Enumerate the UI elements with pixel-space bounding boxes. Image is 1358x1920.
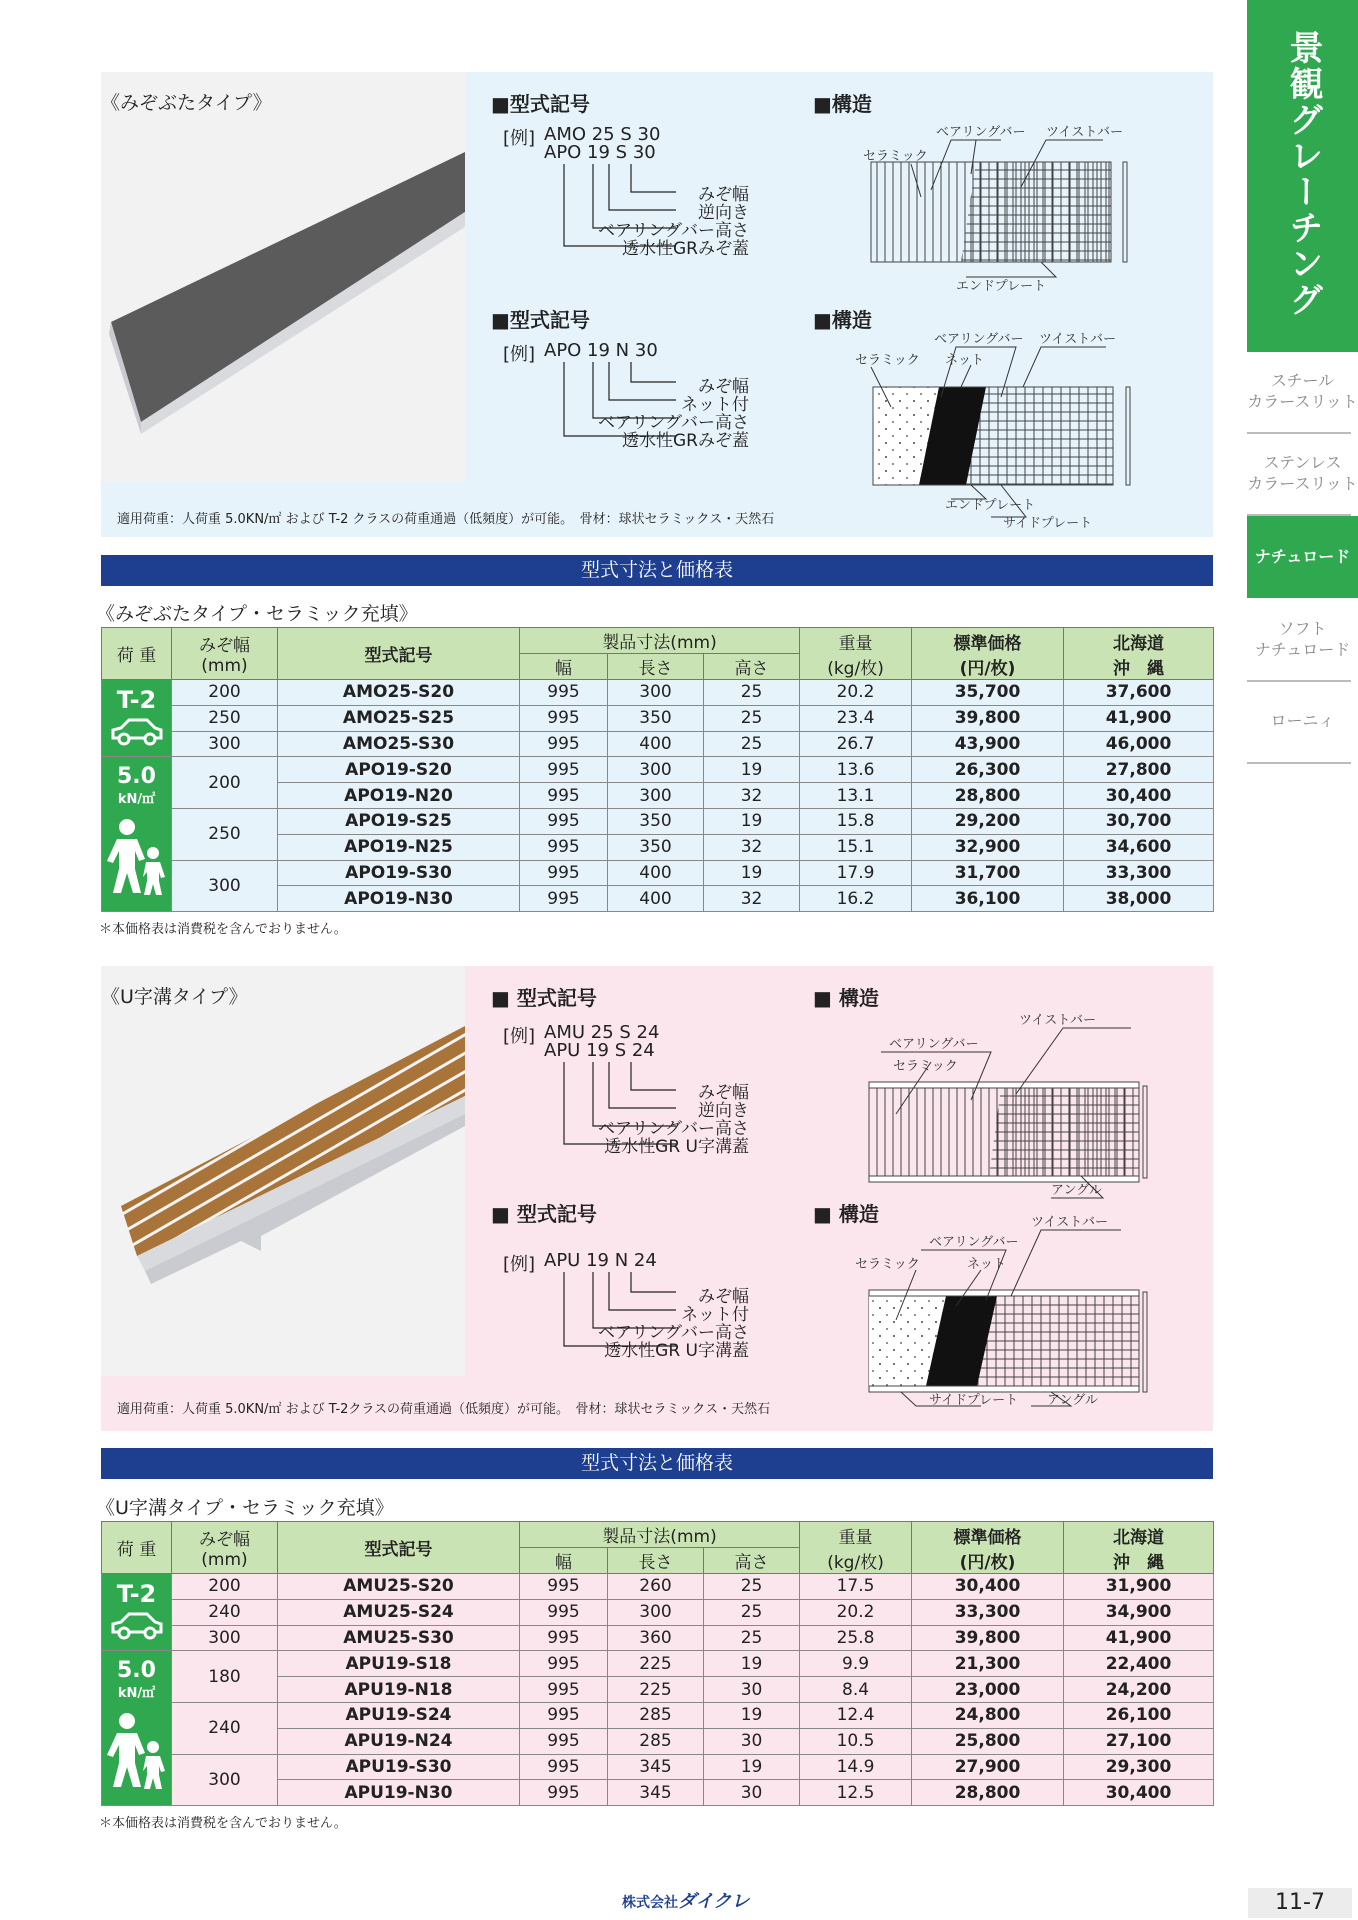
table1-title: 《みぞぶたタイプ・セラミック充填》	[96, 603, 418, 625]
cell-hokkaido-price: 30,700	[1064, 808, 1214, 834]
label-twist-bar: ツイストバー	[1046, 125, 1123, 140]
cell-mizo: 200	[172, 680, 278, 706]
sidebar-divider	[1247, 762, 1351, 764]
cell-weight: 13.1	[800, 783, 912, 809]
cell-w: 995	[520, 1599, 608, 1625]
structure-diagram-1	[841, 112, 1161, 292]
cell-l: 300	[608, 680, 704, 706]
cell-mizo: 300	[172, 731, 278, 757]
cell-h: 25	[704, 1599, 800, 1625]
code-meaning: ベアリングバー高さ	[598, 413, 749, 433]
cell-weight: 10.5	[800, 1728, 912, 1754]
cell-h: 30	[704, 1780, 800, 1806]
sidebar-item-ronii[interactable]	[1247, 710, 1358, 731]
sidebar-item-label: ソフト	[1278, 619, 1327, 638]
example-code: AMU 25 S 24	[544, 1022, 660, 1043]
cell-w: 995	[520, 1754, 608, 1780]
code-meaning: ベアリングバー高さ	[598, 1323, 749, 1343]
cell-price: 29,200	[912, 808, 1064, 834]
code-meaning: ネット付	[681, 1305, 749, 1325]
code-meaning: ネット付	[681, 395, 749, 415]
cell-h: 19	[704, 860, 800, 886]
cell-l: 285	[608, 1702, 704, 1728]
load-value: 5.0	[117, 764, 156, 790]
cell-hokkaido-price: 37,600	[1064, 680, 1214, 706]
page-number: 11-7	[1248, 1888, 1352, 1918]
structure-heading: ■構造	[813, 308, 872, 332]
sidebar-item-naturoad[interactable]	[1247, 516, 1358, 598]
model-code-heading: ■ 型式記号	[491, 1202, 597, 1226]
pedestrian-icon	[107, 1711, 167, 1791]
cell-l: 350	[608, 808, 704, 834]
cell-mizo: 180	[172, 1651, 278, 1703]
cell-w: 995	[520, 808, 608, 834]
sidebar-item-steel[interactable]	[1247, 370, 1358, 412]
label-angle: アングル	[1047, 1393, 1098, 1408]
cell-weight: 17.5	[800, 1574, 912, 1600]
cell-h: 32	[704, 834, 800, 860]
label-twist-bar: ツイストバー	[1019, 1013, 1096, 1028]
cell-h: 30	[704, 1677, 800, 1703]
table-row	[102, 1702, 1214, 1728]
cell-l: 300	[608, 757, 704, 783]
cell-model: APO19-S25	[278, 808, 520, 834]
label-bearing-bar: ベアリングバー	[929, 1235, 1019, 1250]
table-row	[102, 705, 1214, 731]
code-meaning: 逆向き	[698, 203, 749, 223]
cell-price: 27,900	[912, 1754, 1064, 1780]
cell-model: AMO25-S25	[278, 705, 520, 731]
label-end-plate: エンドプレート	[945, 498, 1036, 513]
cell-mizo: 300	[172, 860, 278, 912]
cell-h: 32	[704, 783, 800, 809]
cell-mizo: 200	[172, 1574, 278, 1600]
table-row	[102, 1651, 1214, 1677]
mizobuta-panel	[101, 72, 1213, 537]
cell-l: 300	[608, 1599, 704, 1625]
cell-l: 300	[608, 783, 704, 809]
cell-w: 995	[520, 680, 608, 706]
company-logo	[622, 1887, 749, 1913]
table-row	[102, 808, 1214, 834]
code-meaning: みぞ幅	[698, 1287, 749, 1307]
cell-l: 225	[608, 1651, 704, 1677]
example-prefix: [例]	[503, 1254, 536, 1275]
cell-hokkaido-price: 30,400	[1064, 1780, 1214, 1806]
cell-mizo: 240	[172, 1702, 278, 1754]
sidebar-item-label: ナチュロード	[1254, 547, 1351, 566]
cell-l: 345	[608, 1754, 704, 1780]
cell-hokkaido-price: 26,100	[1064, 1702, 1214, 1728]
header-price: 標準価格 (円/枚)	[912, 628, 1064, 680]
table-row	[102, 680, 1214, 706]
header-width: みぞ幅 (mm)	[172, 1522, 278, 1574]
cell-w: 995	[520, 1780, 608, 1806]
header-dims: 製品寸法(mm)	[520, 1522, 800, 1548]
mizobuta-note: 適用荷重：人荷重 5.0KN/㎡ および T-2 クラスの荷重通過（低頻度）が可能。 骨材：球状セラミックス・天然石	[117, 512, 775, 527]
code-meaning: 透水性GR U字溝蓋	[604, 1137, 749, 1157]
example-code: APO 19 N 30	[544, 340, 658, 361]
cell-weight: 12.5	[800, 1780, 912, 1806]
cell-weight: 20.2	[800, 1599, 912, 1625]
sidebar-divider	[1247, 432, 1351, 434]
cell-price: 21,300	[912, 1651, 1064, 1677]
cell-hokkaido-price: 30,400	[1064, 783, 1214, 809]
label-ceramic: セラミック	[893, 1059, 958, 1074]
example-code: APO 19 S 30	[544, 142, 656, 163]
pedestrian-icon	[107, 817, 167, 897]
cell-hokkaido-price: 27,800	[1064, 757, 1214, 783]
mizobuta-product-photo	[101, 72, 465, 482]
cell-model: APO19-N25	[278, 834, 520, 860]
cell-model: AMU25-S20	[278, 1574, 520, 1600]
cell-price: 43,900	[912, 731, 1064, 757]
table-row	[102, 757, 1214, 783]
cell-hokkaido-price: 46,000	[1064, 731, 1214, 757]
mizobuta-section-label: 《みぞぶたタイプ》	[101, 92, 272, 114]
label-angle: アングル	[1051, 1183, 1102, 1198]
example-code: APU 19 N 24	[544, 1250, 657, 1271]
cell-model: APU19-S30	[278, 1754, 520, 1780]
cell-price: 30,400	[912, 1574, 1064, 1600]
cell-model: APU19-N30	[278, 1780, 520, 1806]
umizo-panel	[101, 966, 1213, 1431]
cell-price: 31,700	[912, 860, 1064, 886]
cell-price: 28,800	[912, 1780, 1064, 1806]
company-prefix: 株式会社	[622, 1895, 678, 1911]
header-width: みぞ幅 (mm)	[172, 628, 278, 680]
header-load: 荷 重	[102, 628, 172, 680]
cell-price: 24,800	[912, 1702, 1064, 1728]
structure-diagram-3	[841, 1002, 1161, 1202]
model-code-heading: ■型式記号	[491, 308, 590, 332]
sidebar-title: 景観グレーチング	[1283, 30, 1323, 318]
label-bearing-bar: ベアリングバー	[936, 125, 1026, 140]
cell-model: APU19-N24	[278, 1728, 520, 1754]
cell-model: APU19-S18	[278, 1651, 520, 1677]
header-h: 高さ	[704, 1548, 800, 1574]
table2-title: 《U字溝タイプ・セラミック充填》	[96, 1497, 394, 1519]
cell-weight: 12.4	[800, 1702, 912, 1728]
cell-weight: 13.6	[800, 757, 912, 783]
cell-l: 360	[608, 1625, 704, 1651]
cell-model: APU19-S24	[278, 1702, 520, 1728]
structure-heading: ■構造	[813, 92, 872, 116]
cell-model: APO19-N30	[278, 886, 520, 912]
example-prefix: [例]	[503, 128, 536, 149]
label-net: ネット	[967, 1257, 1007, 1272]
cell-w: 995	[520, 1574, 608, 1600]
load-pedestrian-cell	[102, 757, 172, 912]
cell-w: 995	[520, 1625, 608, 1651]
structure-diagram-2	[841, 327, 1161, 531]
code-meaning: 逆向き	[698, 1101, 749, 1121]
umizo-section-label: 《U字溝タイプ》	[101, 986, 248, 1008]
cell-model: AMU25-S24	[278, 1599, 520, 1625]
model-code-heading: ■ 型式記号	[491, 986, 597, 1010]
code-meaning: みぞ幅	[698, 185, 749, 205]
header-model: 型式記号	[278, 628, 520, 680]
cell-weight: 25.8	[800, 1625, 912, 1651]
cell-l: 345	[608, 1780, 704, 1806]
label-bearing-bar: ベアリングバー	[889, 1037, 979, 1052]
cell-mizo: 300	[172, 1754, 278, 1806]
load-pedestrian-cell	[102, 1651, 172, 1806]
structure-heading: ■ 構造	[813, 1202, 879, 1226]
cell-hokkaido-price: 41,900	[1064, 705, 1214, 731]
cell-w: 995	[520, 860, 608, 886]
cell-h: 25	[704, 1625, 800, 1651]
cell-w: 995	[520, 1677, 608, 1703]
sidebar-divider	[1247, 680, 1351, 682]
cell-mizo: 250	[172, 808, 278, 860]
price-table-header-bar: 型式寸法と価格表	[101, 1448, 1213, 1479]
cell-price: 36,100	[912, 886, 1064, 912]
cell-weight: 15.1	[800, 834, 912, 860]
cell-h: 19	[704, 1702, 800, 1728]
code-meaning: みぞ幅	[698, 377, 749, 397]
umizo-product-photo	[101, 966, 465, 1376]
cell-weight: 14.9	[800, 1754, 912, 1780]
code-meaning: ベアリングバー高さ	[598, 221, 749, 241]
cell-model: APU19-N18	[278, 1677, 520, 1703]
cell-h: 32	[704, 886, 800, 912]
cell-h: 25	[704, 705, 800, 731]
header-hokkaido-okinawa: 北海道 沖 縄	[1064, 628, 1214, 680]
cell-weight: 15.8	[800, 808, 912, 834]
cell-l: 285	[608, 1728, 704, 1754]
price-table-1	[101, 627, 1214, 912]
label-ceramic: セラミック	[855, 1257, 920, 1272]
table1-footnote: ＊本価格表は消費税を含んでおりません。	[99, 922, 347, 937]
header-h: 高さ	[704, 654, 800, 680]
cell-price: 33,300	[912, 1599, 1064, 1625]
cell-model: APO19-N20	[278, 783, 520, 809]
cell-weight: 17.9	[800, 860, 912, 886]
cell-hokkaido-price: 41,900	[1064, 1625, 1214, 1651]
cell-price: 28,800	[912, 783, 1064, 809]
car-icon	[109, 714, 165, 746]
cell-weight: 20.2	[800, 680, 912, 706]
cell-model: APO19-S20	[278, 757, 520, 783]
header-dims: 製品寸法(mm)	[520, 628, 800, 654]
label-net: ネット	[945, 353, 985, 368]
cell-w: 995	[520, 757, 608, 783]
sidebar-item-label: カラースリット	[1247, 392, 1358, 411]
header-hokkaido-okinawa: 北海道 沖 縄	[1064, 1522, 1214, 1574]
sidebar-item-label: ローニィ	[1270, 711, 1335, 730]
code-meaning: 透水性GRみぞ蓋	[622, 239, 749, 259]
cell-hokkaido-price: 22,400	[1064, 1651, 1214, 1677]
sidebar-item-label: スチール	[1270, 371, 1335, 390]
price-table-2	[101, 1521, 1214, 1806]
cell-l: 400	[608, 860, 704, 886]
cell-hokkaido-price: 33,300	[1064, 860, 1214, 886]
header-weight: 重量 (kg/枚)	[800, 1522, 912, 1574]
sidebar-item-soft-naturoad[interactable]	[1247, 618, 1358, 660]
umizo-note: 適用荷重：人荷重 5.0KN/㎡ および T-2クラスの荷重通過（低頻度）が可能。 骨材：球状セラミックス・天然石	[117, 1402, 771, 1417]
label-bearing-bar: ベアリングバー	[934, 332, 1024, 347]
cell-price: 25,800	[912, 1728, 1064, 1754]
cell-w: 995	[520, 705, 608, 731]
cell-hokkaido-price: 38,000	[1064, 886, 1214, 912]
label-side-plate: サイドプレート	[929, 1393, 1019, 1408]
model-code-heading: ■型式記号	[491, 92, 590, 116]
cell-weight: 16.2	[800, 886, 912, 912]
cell-h: 19	[704, 808, 800, 834]
cell-l: 260	[608, 1574, 704, 1600]
cell-price: 39,800	[912, 1625, 1064, 1651]
sidebar-title-block	[1247, 0, 1358, 352]
load-value: 5.0	[117, 1658, 156, 1684]
price-table-header-bar: 型式寸法と価格表	[101, 555, 1213, 586]
cell-w: 995	[520, 1702, 608, 1728]
cell-mizo: 200	[172, 757, 278, 809]
cell-model: AMU25-S30	[278, 1625, 520, 1651]
example-code: AMO 25 S 30	[544, 124, 661, 145]
load-t2-cell	[102, 680, 172, 757]
cell-price: 39,800	[912, 705, 1064, 731]
code-meaning: みぞ幅	[698, 1083, 749, 1103]
cell-model: AMO25-S20	[278, 680, 520, 706]
label-end-plate: エンドプレート	[956, 279, 1047, 294]
header-l: 長さ	[608, 1548, 704, 1574]
header-l: 長さ	[608, 654, 704, 680]
load-unit: kN/㎡	[117, 792, 156, 808]
table-row	[102, 1599, 1214, 1625]
cell-hokkaido-price: 34,900	[1064, 1599, 1214, 1625]
sidebar-item-label: ナチュロード	[1254, 640, 1351, 659]
car-icon	[109, 1608, 165, 1640]
code-meaning: 透水性GRみぞ蓋	[622, 431, 749, 451]
cell-price: 32,900	[912, 834, 1064, 860]
cell-mizo: 240	[172, 1599, 278, 1625]
header-weight: 重量 (kg/枚)	[800, 628, 912, 680]
example-code: APU 19 S 24	[544, 1040, 655, 1061]
load-t2-label: T-2	[116, 685, 157, 714]
cell-h: 25	[704, 731, 800, 757]
table-row	[102, 731, 1214, 757]
table-row	[102, 1574, 1214, 1600]
cell-mizo: 300	[172, 1625, 278, 1651]
company-name: ダイクレ	[678, 1891, 750, 1912]
cell-model: APO19-S30	[278, 860, 520, 886]
cell-l: 350	[608, 834, 704, 860]
cell-h: 25	[704, 680, 800, 706]
cell-hokkaido-price: 29,300	[1064, 1754, 1214, 1780]
cell-l: 400	[608, 886, 704, 912]
cell-h: 19	[704, 1754, 800, 1780]
structure-diagram-4	[821, 1215, 1161, 1410]
cell-price: 35,700	[912, 680, 1064, 706]
cell-l: 225	[608, 1677, 704, 1703]
example-prefix: [例]	[503, 344, 536, 365]
table-row	[102, 1754, 1214, 1780]
cell-w: 995	[520, 783, 608, 809]
label-twist-bar: ツイストバー	[1039, 332, 1116, 347]
table2-footnote: ＊本価格表は消費税を含んでおりません。	[99, 1816, 347, 1831]
header-w: 幅	[520, 654, 608, 680]
header-w: 幅	[520, 1548, 608, 1574]
cell-l: 400	[608, 731, 704, 757]
cell-h: 19	[704, 757, 800, 783]
cell-hokkaido-price: 31,900	[1064, 1574, 1214, 1600]
cell-l: 350	[608, 705, 704, 731]
header-load: 荷 重	[102, 1522, 172, 1574]
table-row	[102, 860, 1214, 886]
load-t2-label: T-2	[116, 1579, 157, 1608]
cell-price: 23,000	[912, 1677, 1064, 1703]
label-side-plate: サイドプレート	[1003, 516, 1093, 531]
cell-hokkaido-price: 24,200	[1064, 1677, 1214, 1703]
cell-hokkaido-price: 34,600	[1064, 834, 1214, 860]
label-ceramic: セラミック	[863, 149, 928, 164]
cell-weight: 9.9	[800, 1651, 912, 1677]
label-ceramic: セラミック	[855, 353, 920, 368]
example-prefix: [例]	[503, 1026, 536, 1047]
sidebar-item-label: カラースリット	[1247, 474, 1358, 493]
cell-hokkaido-price: 27,100	[1064, 1728, 1214, 1754]
sidebar-item-label: ステンレス	[1263, 453, 1342, 472]
code-meaning: ベアリングバー高さ	[598, 1119, 749, 1139]
cell-weight: 26.7	[800, 731, 912, 757]
load-unit: kN/㎡	[117, 1686, 156, 1702]
cell-w: 995	[520, 886, 608, 912]
cell-h: 30	[704, 1728, 800, 1754]
cell-weight: 23.4	[800, 705, 912, 731]
header-model: 型式記号	[278, 1522, 520, 1574]
cell-w: 995	[520, 834, 608, 860]
cell-weight: 8.4	[800, 1677, 912, 1703]
load-t2-cell	[102, 1574, 172, 1651]
table-row	[102, 1625, 1214, 1651]
cell-model: AMO25-S30	[278, 731, 520, 757]
cell-h: 25	[704, 1574, 800, 1600]
sidebar-item-stainless[interactable]	[1247, 452, 1358, 494]
code-meaning: 透水性GR U字溝蓋	[604, 1341, 749, 1361]
header-price: 標準価格 (円/枚)	[912, 1522, 1064, 1574]
structure-heading: ■ 構造	[813, 986, 879, 1010]
cell-price: 26,300	[912, 757, 1064, 783]
cell-w: 995	[520, 1651, 608, 1677]
cell-h: 19	[704, 1651, 800, 1677]
cell-w: 995	[520, 731, 608, 757]
cell-mizo: 250	[172, 705, 278, 731]
label-twist-bar: ツイストバー	[1031, 1215, 1108, 1230]
cell-w: 995	[520, 1728, 608, 1754]
